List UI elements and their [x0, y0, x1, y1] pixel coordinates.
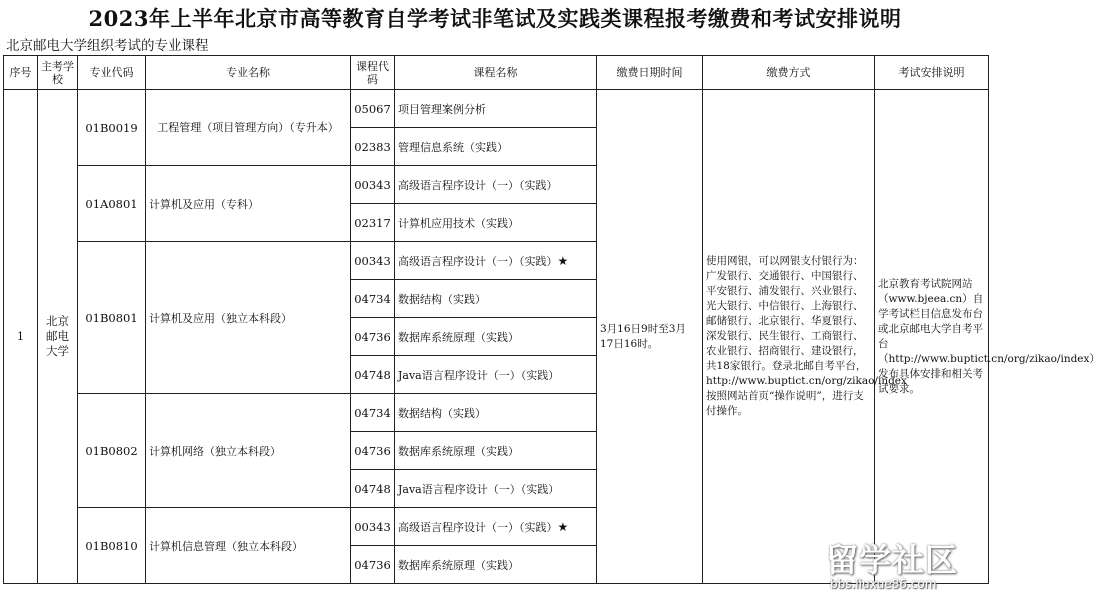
- exam-note: 北京教育考试院网站（www.bjeea.cn）自学考试栏目信息发布台或北京邮电大学自考平台（http://www.buptict.cn/org/zikao/index）发布具体安排和相关考试要求。: [875, 90, 989, 584]
- header-row: [4, 56, 989, 90]
- course-name: 数据结构（实践）: [395, 394, 597, 432]
- course-name: 高级语言程序设计（一）（实践）★: [395, 242, 597, 280]
- course-code: 04736: [351, 546, 395, 584]
- major-code: 01B0019: [78, 90, 146, 166]
- page-title: 2023年上半年北京市高等教育自学考试非笔试及实践类课程报考缴费和考试安排说明: [88, 6, 902, 31]
- course-code: 04748: [351, 470, 395, 508]
- header-pay-date: 缴费日期时间: [597, 56, 703, 90]
- watermark: [826, 535, 986, 605]
- course-code: 02317: [351, 204, 395, 242]
- star-icon: ★: [557, 519, 569, 534]
- course-code: 00343: [351, 508, 395, 546]
- course-name: 计算机应用技术（实践）: [395, 204, 597, 242]
- header-course-code: 课程代码: [351, 56, 395, 90]
- major-code: 01B0802: [78, 394, 146, 508]
- major-name: 工程管理（项目管理方向）（专升本）: [146, 90, 351, 166]
- course-code: 04734: [351, 394, 395, 432]
- course-code: 02383: [351, 128, 395, 166]
- star-icon: ★: [557, 253, 569, 268]
- pay-method: 使用网银，可以网银支付银行为：广发银行、交通银行、中国银行、平安银行、浦发银行、兴业银行、光大银行、中信银行、上海银行、邮储银行、北京银行、华夏银行、深发银行、民生银行、工商银行、农业银行、招商银行、建设银行，共18家银行。登录北邮自考平台，http://www.buptict.cn/org/zikao/index按照网站首页“操作说明”，进行支付操作。: [703, 90, 875, 584]
- course-name: 数据库系统原理（实践）: [395, 546, 597, 584]
- major-name: 计算机及应用（独立本科段）: [146, 242, 351, 394]
- course-name: 数据库系统原理（实践）: [395, 432, 597, 470]
- page-subtitle: 北京邮电大学组织考试的专业课程: [6, 38, 209, 54]
- course-code: 05067: [351, 90, 395, 128]
- course-table: [3, 55, 1100, 584]
- major-name: 计算机及应用（专科）: [146, 166, 351, 242]
- header-major-code: 专业代码: [78, 56, 146, 90]
- course-code: 04736: [351, 432, 395, 470]
- course-name: Java语言程序设计（一）（实践）: [395, 356, 597, 394]
- course-code: 04748: [351, 356, 395, 394]
- header-index: 序号: [4, 56, 38, 90]
- header-school: 主考学校: [38, 56, 78, 90]
- watermark-url: bbs.liuxue86.com: [830, 577, 937, 591]
- major-name: 计算机网络（独立本科段）: [146, 394, 351, 508]
- watermark-logo-text: 留学社区: [826, 541, 959, 579]
- course-name: 项目管理案例分析: [395, 90, 597, 128]
- course-name: 数据结构（实践）: [395, 280, 597, 318]
- table-row: [4, 90, 989, 128]
- major-name: 计算机信息管理（独立本科段）: [146, 508, 351, 584]
- header-exam-note: 考试安排说明: [875, 56, 989, 90]
- course-name: 高级语言程序设计（一）（实践）: [395, 166, 597, 204]
- course-name: 管理信息系统（实践）: [395, 128, 597, 166]
- pay-date: 3月16日9时至3月17日16时。: [597, 90, 703, 584]
- course-name: Java语言程序设计（一）（实践）: [395, 470, 597, 508]
- row-index: 1: [4, 90, 38, 584]
- course-code: 00343: [351, 166, 395, 204]
- major-code: 01B0810: [78, 508, 146, 584]
- course-code: 00343: [351, 242, 395, 280]
- major-code: 01B0801: [78, 242, 146, 394]
- school-name: 北京邮电大学: [38, 90, 78, 584]
- course-name: 数据库系统原理（实践）: [395, 318, 597, 356]
- course-code: 04736: [351, 318, 395, 356]
- header-pay-method: 缴费方式: [703, 56, 875, 90]
- course-code: 04734: [351, 280, 395, 318]
- header-course-name: 课程名称: [395, 56, 597, 90]
- header-major-name: 专业名称: [146, 56, 351, 90]
- major-code: 01A0801: [78, 166, 146, 242]
- course-name: 高级语言程序设计（一）（实践）★: [395, 508, 597, 546]
